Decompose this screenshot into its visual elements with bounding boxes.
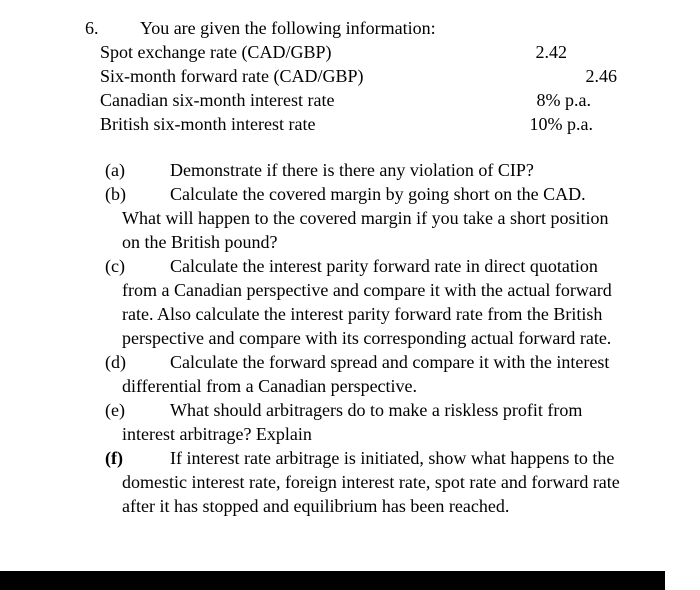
part-marker: (d) — [105, 352, 126, 372]
question-part-c — [105, 254, 622, 350]
part-text: Calculate the interest parity forward rate in direct quotation from a Canadian perspective and compare it with the actual forward rate. Also calculate the interest parity forward rate from the British perspective and compare with its corresponding actual forward rate. — [122, 256, 612, 348]
table-row — [100, 40, 617, 64]
question-part-e — [105, 398, 622, 446]
question-part-b — [105, 182, 622, 254]
row-value: 10% p.a. — [529, 114, 593, 134]
part-marker: (a) — [105, 160, 125, 180]
table-row — [100, 112, 617, 136]
part-marker: (f) — [105, 448, 123, 468]
question-intro: You are given the following information: — [140, 18, 436, 38]
question-header — [0, 16, 700, 40]
question-part-a — [105, 158, 622, 182]
row-label: British six-month interest rate — [100, 114, 316, 134]
row-value: 2.46 — [585, 66, 617, 86]
row-value: 8% p.a. — [536, 90, 591, 110]
row-label: Six-month forward rate (CAD/GBP) — [100, 66, 364, 86]
question-parts — [105, 158, 622, 518]
info-table — [100, 40, 617, 136]
table-row — [100, 64, 617, 88]
part-text: If interest rate arbitrage is initiated, show what happens to the domestic interest rate, foreign interest rate, spot rate and forward rate after it has stopped and equilibrium has been reached. — [122, 448, 620, 516]
part-text: Calculate the covered margin by going short on the CAD. What will happen to the covered margin if you take a short position on the British pound? — [122, 184, 609, 252]
part-text: Demonstrate if there is there any violation of CIP? — [170, 160, 534, 180]
part-marker: (c) — [105, 256, 125, 276]
part-marker: (e) — [105, 400, 125, 420]
part-text: Calculate the forward spread and compare it with the interest differential from a Canadian perspective. — [122, 352, 610, 396]
part-text: What should arbitragers do to make a riskless profit from interest arbitrage? Explain — [122, 400, 583, 444]
row-value: 2.42 — [535, 42, 567, 62]
table-row — [100, 88, 617, 112]
question-part-f — [105, 446, 622, 518]
question-number: 6. — [85, 18, 99, 38]
part-marker: (b) — [105, 184, 126, 204]
question-part-d — [105, 350, 622, 398]
row-label: Spot exchange rate (CAD/GBP) — [100, 42, 332, 62]
bottom-black-bar — [0, 571, 665, 590]
row-label: Canadian six-month interest rate — [100, 90, 335, 110]
